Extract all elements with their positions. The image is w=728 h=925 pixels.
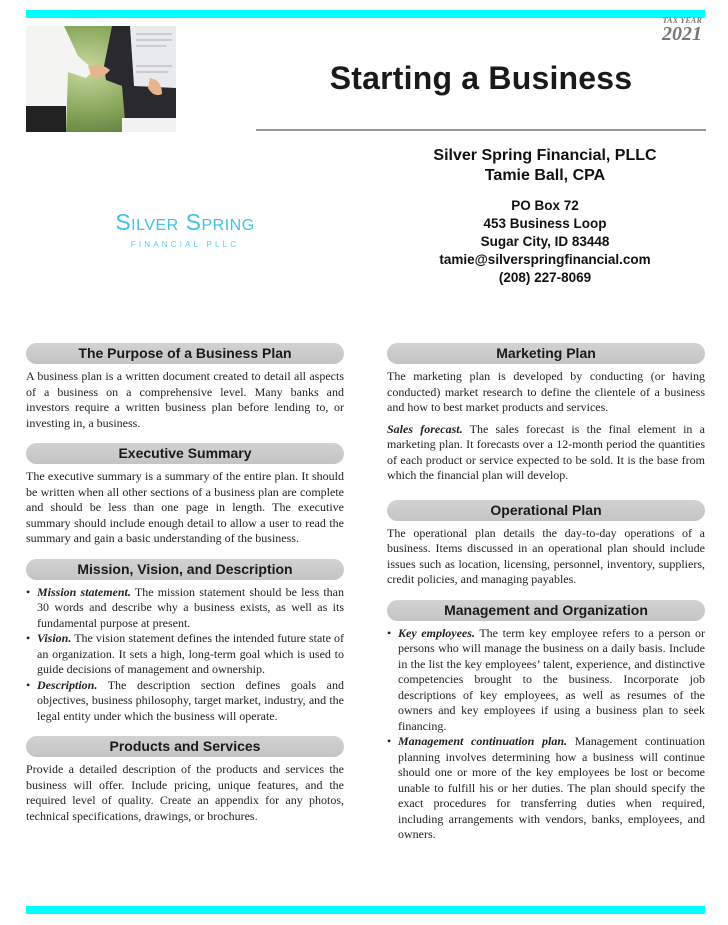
street-address: 453 Business Loop <box>483 216 607 231</box>
sales-forecast-text: The sales forecast is the final element in a marketing plan. It forecasts over a 12-month period the quantities of each product or service expected to be sold. It is the base from which the financial plan will develop. <box>387 421 705 482</box>
phone-number: (208) 227-8069 <box>498 270 592 285</box>
tax-year-badge <box>662 16 702 43</box>
company-logo <box>100 210 270 249</box>
section-heading-mission: Mission, Vision, and Description <box>26 559 344 580</box>
top-accent-bar <box>26 10 705 18</box>
list-item-text: The vision statement defines the intended future state of an organization. It sets a high, long-term goal which is used to guide decisions of management and ownership. <box>37 631 344 676</box>
list-item-text: The mission statement should be less than 30 words and describe why a business exists, as well as its fundamental purpose at present. <box>37 584 344 630</box>
marketing-body: The marketing plan is developed by conducting (or having conducted) market research to define the clientele of a business and how to best market products and services. <box>387 369 705 414</box>
executive-summary-body: The executive summary is a summary of the entire plan. It should be written when all other sections of a business plan are complete and should be less than one page in length. The executive summary should include enough detail to allow a user to read the summary and gain a basic understanding of the business. <box>26 469 344 545</box>
contact-person: Tamie Ball, CPA <box>484 167 606 184</box>
sales-forecast-paragraph <box>387 422 705 484</box>
list-item <box>26 631 344 678</box>
section-heading-executive-summary: Executive Summary <box>26 443 344 464</box>
list-item <box>26 585 344 632</box>
contact-block <box>400 146 690 287</box>
title-divider <box>256 129 706 131</box>
mission-list <box>26 585 344 725</box>
logo-subtitle: FINANCIAL PLLC <box>130 240 240 249</box>
list-item-term: Key employees. <box>398 625 475 640</box>
right-column <box>387 343 705 843</box>
sales-forecast-term: Sales forecast. <box>387 421 463 436</box>
products-body: Provide a detailed description of the products and services the business will offer. Include pricing, unique features, and the required level of quality. Create an appendix for any photos, technical specifications, drawings, or brochures. <box>26 762 344 823</box>
operational-body: The operational plan details the day-to-day operations of a business. Items discussed in an operational plan should include issues such as location, licensing, personnel, inventory, suppliers, credit policies, and managing payables. <box>387 525 705 586</box>
list-item-text: The term key employee refers to a person or persons who will manage the business on a daily basis. Include in the list the key employees’ talent, experience, and distinctive competencies brought to the business. Incorporate job descriptions of key employees, as well as resumes of the owners and key employees if using a business plan to seek financing. <box>398 625 705 733</box>
left-column <box>26 343 344 824</box>
logo-name: Silver Spring <box>115 209 255 235</box>
tax-year-value: 2021 <box>662 23 702 45</box>
tax-year-label: TAX YEAR <box>662 16 702 25</box>
purpose-body: A business plan is a written document created to detail all aspects of a business on a comprehensive level. Many banks and investors require a written business plan before lending to, or investing in, a business. <box>26 369 344 430</box>
city-state-zip: Sugar City, ID 83448 <box>480 234 610 249</box>
management-list <box>387 626 705 843</box>
list-item-term: Mission statement. <box>37 584 131 599</box>
list-item-term: Description. <box>37 677 98 692</box>
bottom-accent-bar <box>26 906 705 914</box>
list-item <box>387 626 705 735</box>
list-item <box>26 678 344 725</box>
email-link[interactable]: tamie@silverspringfinancial.com <box>439 252 651 267</box>
list-item-text: The description section defines goals and objectives, business philosophy, target market, industry, and the legal entity under which the business will operate. <box>37 677 344 723</box>
list-item-term: Management continuation plan. <box>398 734 568 748</box>
handshake-photo <box>26 26 176 132</box>
section-heading-products: Products and Services <box>26 736 344 757</box>
list-item-term: Vision. <box>37 631 72 645</box>
section-heading-marketing: Marketing Plan <box>387 343 705 364</box>
list-item <box>387 734 705 843</box>
po-box: PO Box 72 <box>511 198 579 213</box>
page-title: Starting a Business <box>329 60 633 96</box>
section-heading-management: Management and Organization <box>387 600 705 621</box>
section-heading-operational: Operational Plan <box>387 500 705 521</box>
list-item-text: Management continuation planning involves determining how a business will continue should one or more of the key employees be lost or become unable to fulfill his or her duties. The plan should specify the exact procedures for transferring duties when required, including arrangements with vendors, banks, employees, and owners. <box>398 734 705 841</box>
firm-name: Silver Spring Financial, PLLC <box>433 147 657 164</box>
section-heading-purpose: The Purpose of a Business Plan <box>26 343 344 364</box>
